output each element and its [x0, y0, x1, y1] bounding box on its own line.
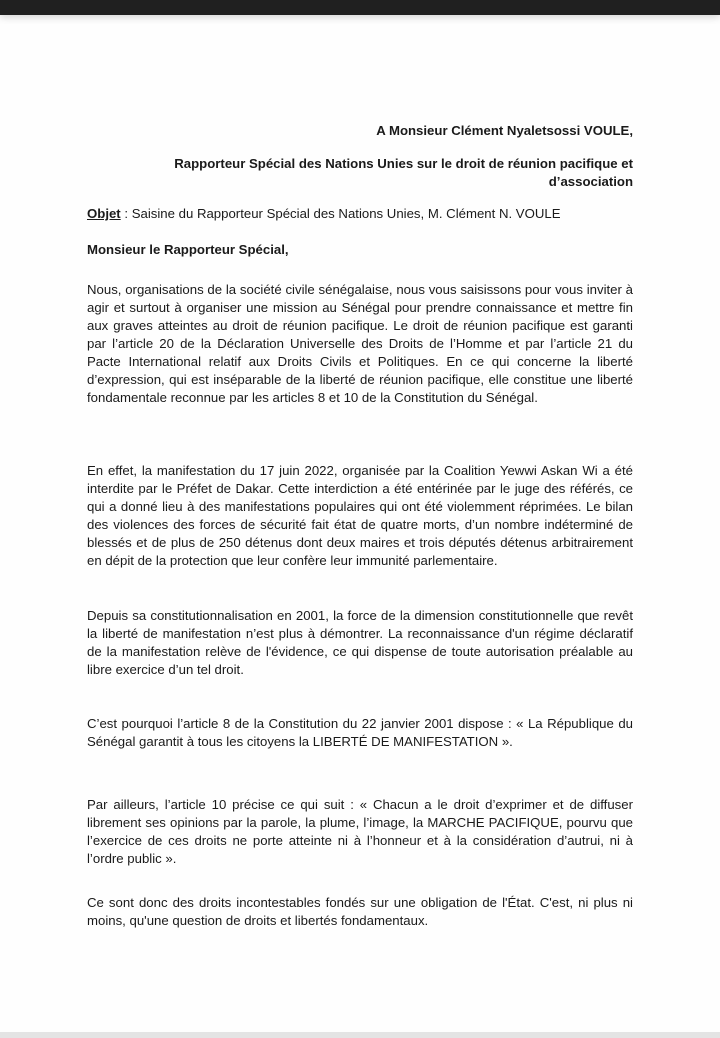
object-separator: :	[120, 206, 132, 221]
paragraph-conclusion: Ce sont donc des droits incontestables fondés sur une obligation de l'État. C'est, ni plus ni moins, qu'une question de droits et libertés fondamentaux.	[87, 895, 633, 928]
paragraph-article-10: Par ailleurs, l’article 10 précise ce qui suit : « Chacun a le droit d’exprimer et de diffuser librement ses opinions par la parole, la plume, l’image, la MARCHE PACIFIQUE, pourvu que l’exercice de ces droits ne porte atteinte ni à l’honneur et à la considération d’autrui, ni à l’ordre public ».	[87, 797, 633, 866]
paragraph-facts: En effet, la manifestation du 17 juin 2022, organisée par la Coalition Yewwi Askan Wi a été interdite par le Préfet de Dakar. Cette interdiction a été entérinée par le juge des référés, ce qui a donné lieu à des manifestations populaires qui ont été violemment réprimées. Le bilan des violences des forces de sécurité fait état de quatre morts, d’un nombre indéterminé de blessés et de plus de 250 détenus dont deux maires et trois députés détenus arbitrairement en dépit de la protection que leur confère leur immunité parlementaire.	[87, 463, 633, 568]
addressee: A Monsieur Clément Nyaletsossi VOULE,	[376, 123, 633, 138]
object-text: Saisine du Rapporteur Spécial des Nations Unies, M. Clément N. VOULE	[131, 206, 561, 221]
viewer-top-bar	[0, 0, 720, 15]
salutation: Monsieur le Rapporteur Spécial,	[87, 242, 289, 257]
object-label: Objet	[87, 206, 121, 221]
object-line	[87, 205, 561, 223]
document-page	[0, 15, 720, 1032]
paragraph-article-8: C’est pourquoi l’article 8 de la Constitution du 22 janvier 2001 dispose : « La République du Sénégal garantit à tous les citoyens la LIBERTÉ DE MANIFESTATION ».	[87, 716, 633, 749]
viewer-bottom-bar	[0, 1032, 720, 1038]
addressee-title: Rapporteur Spécial des Nations Unies sur le droit de réunion pacifique et d’association	[174, 156, 633, 189]
paragraph-intro: Nous, organisations de la société civile sénégalaise, nous vous saisissons pour vous inviter à agir et surtout à organiser une mission au Sénégal pour prendre connaissance et mettre fin aux graves atteintes au droit de réunion pacifique. Le droit de réunion pacifique est garanti par l’article 20 de la Déclaration Universelle des Droits de l’Homme et par l’article 21 du Pacte International relatif aux Droits Civils et Politiques. En ce qui concerne la liberté d’expression, qui est inséparable de la liberté de réunion pacifique, elle constitue une liberté fondamentale reconnue par les articles 8 et 10 de la Constitution du Sénégal.	[87, 282, 633, 405]
paragraph-constitution: Depuis sa constitutionnalisation en 2001, la force de la dimension constitutionnelle que revêt la liberté de manifestation n’est plus à démontrer. La reconnaissance d'un régime déclaratif de la manifestation relève de l'évidence, ce qui dispense de toute autorisation préalable au libre exercice d’un tel droit.	[87, 608, 633, 677]
